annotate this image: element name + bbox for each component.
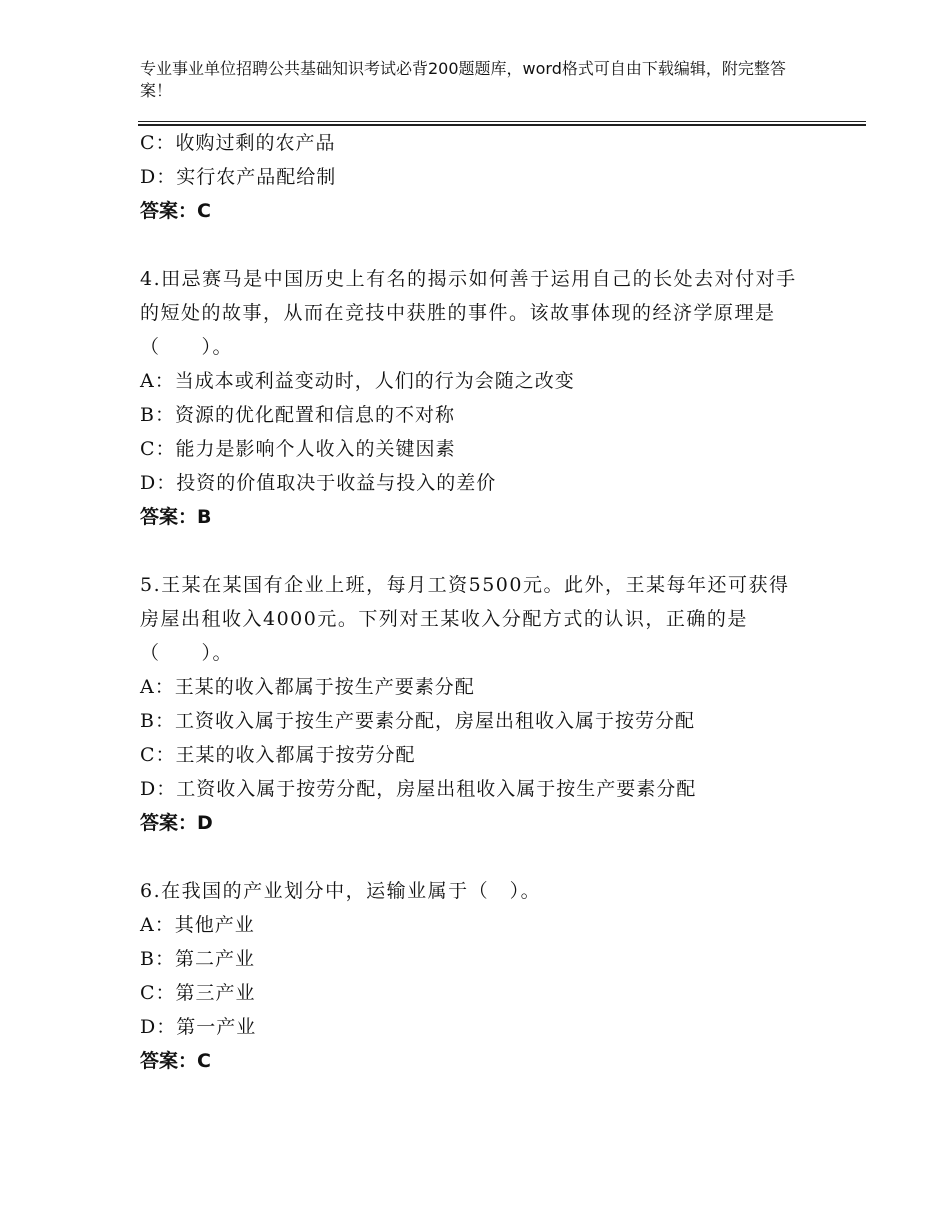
question-5 <box>140 568 820 840</box>
document-body <box>140 126 820 1078</box>
page-header: 专业事业单位招聘公共基础知识考试必背200题题库，word格式可自由下载编辑，附完整答案！ <box>140 59 786 100</box>
question-4 <box>140 262 820 534</box>
answer-line: 答案：C <box>140 200 211 222</box>
option-d: D：工资收入属于按劳分配，房屋出租收入属于按生产要素分配 <box>140 778 697 800</box>
question-stem: 4.田忌赛马是中国历史上有名的揭示如何善于运用自己的长处去对付对手的短处的故事，从而在竞技中获胜的事件。该故事体现的经济学原理是（ ）。 <box>140 268 797 358</box>
answer-line: 答案：C <box>140 1050 211 1072</box>
option-d: D：实行农产品配给制 <box>140 166 337 188</box>
option-c: C：收购过剩的农产品 <box>140 132 336 154</box>
option-c: C：能力是影响个人收入的关键因素 <box>140 438 456 460</box>
option-a: A：王某的收入都属于按生产要素分配 <box>140 676 475 698</box>
header-rule <box>138 121 866 122</box>
option-d: D：投资的价值取决于收益与投入的差价 <box>140 472 497 494</box>
option-b: B：第二产业 <box>140 948 255 970</box>
spacer <box>140 228 820 262</box>
option-b: B：资源的优化配置和信息的不对称 <box>140 404 455 426</box>
option-c: C：第三产业 <box>140 982 256 1004</box>
answer-line: 答案：B <box>140 506 212 528</box>
option-a: A：当成本或利益变动时，人们的行为会随之改变 <box>140 370 575 392</box>
question-6 <box>140 874 820 1078</box>
option-b: B：工资收入属于按生产要素分配，房屋出租收入属于按劳分配 <box>140 710 695 732</box>
option-a: A：其他产业 <box>140 914 255 936</box>
option-c: C：王某的收入都属于按劳分配 <box>140 744 416 766</box>
question-stem: 5.王某在某国有企业上班，每月工资5500元。此外，王某每年还可获得房屋出租收入4000元。下列对王某收入分配方式的认识，正确的是（ ）。 <box>140 574 790 664</box>
answer-line: 答案：D <box>140 812 213 834</box>
question-stem: 6.在我国的产业划分中，运输业属于（ ）。 <box>140 880 542 902</box>
spacer <box>140 840 820 874</box>
spacer <box>140 534 820 568</box>
option-d: D：第一产业 <box>140 1016 257 1038</box>
